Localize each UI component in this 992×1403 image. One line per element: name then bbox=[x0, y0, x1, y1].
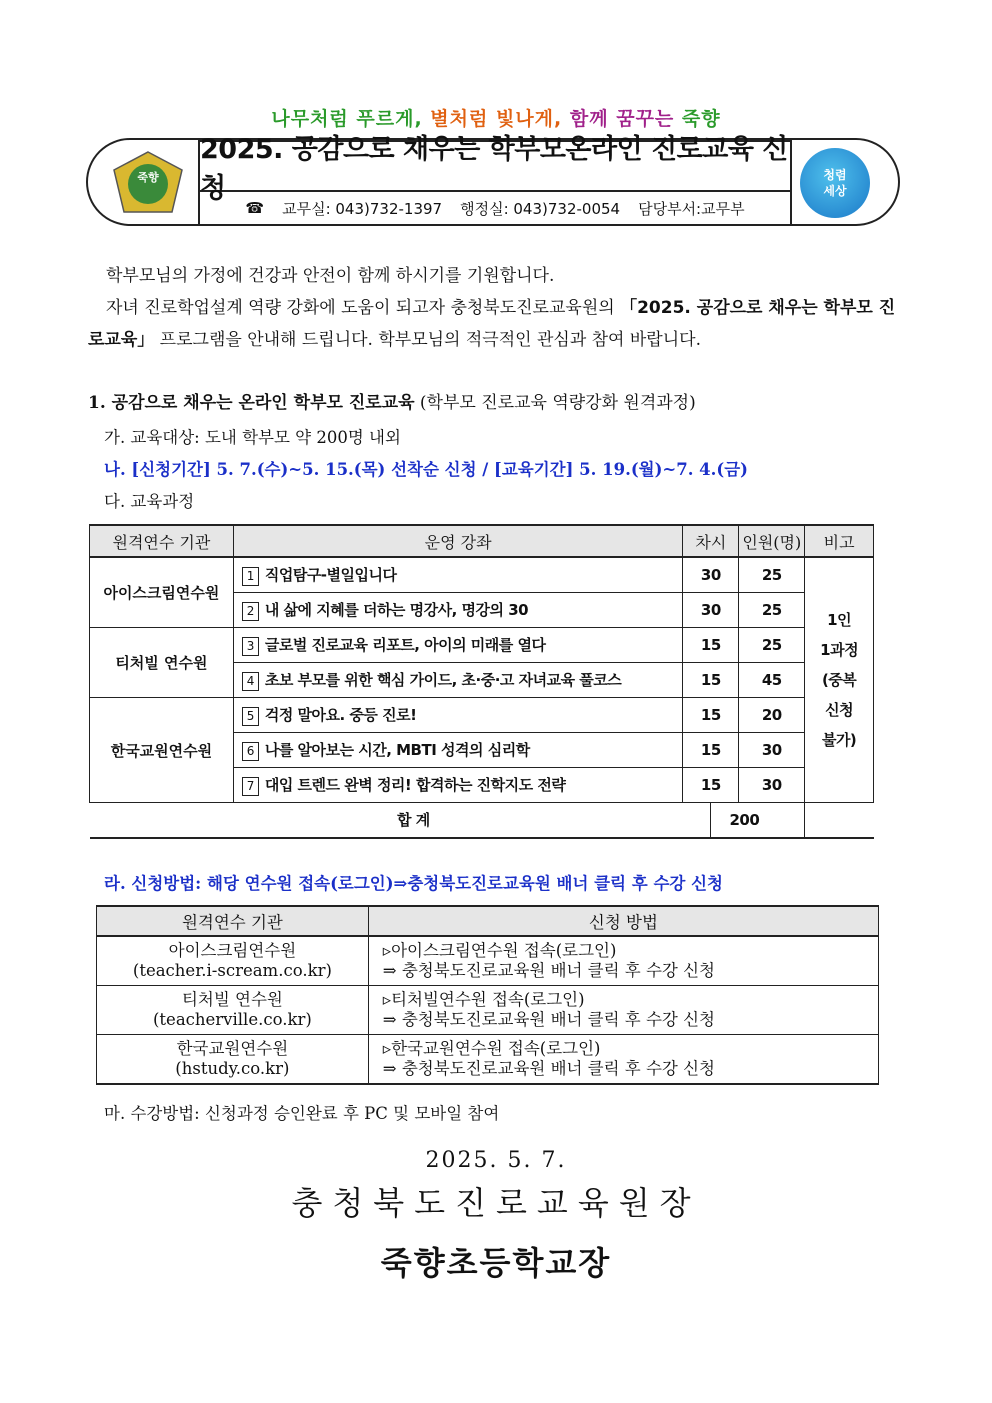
slogan-part-3: 함께 꿈꾸는 bbox=[569, 108, 675, 130]
note-line: (중복 bbox=[821, 671, 857, 689]
apply-steps-cell bbox=[368, 1035, 878, 1085]
course-title: 글로벌 진로교육 리포트, 아이의 미래를 열다 bbox=[264, 636, 546, 654]
th-apply-method: 신청 방법 bbox=[368, 906, 878, 936]
note-line: 1인 bbox=[827, 611, 852, 629]
course-title: 걱정 말아요. 중등 진로! bbox=[264, 706, 417, 724]
admin-phone: 행정실: 043)732-0054 bbox=[460, 199, 621, 218]
th-apply-institute: 원격연수 기관 bbox=[97, 906, 369, 936]
school-seal-icon bbox=[112, 150, 184, 214]
total-label-text: 합 계 bbox=[397, 811, 430, 829]
people-cell: 30 bbox=[739, 768, 805, 803]
institute-name: 한국교원연수원 bbox=[176, 1039, 289, 1058]
sessions-cell: 30 bbox=[683, 557, 739, 593]
institute-url: (teacher.i-scream.co.kr) bbox=[132, 961, 332, 980]
sessions-cell: 30 bbox=[683, 593, 739, 628]
table-row bbox=[97, 936, 879, 986]
issuer-principal: 죽향초등학교장 bbox=[380, 1244, 612, 1282]
th-people: 인원(명) bbox=[739, 525, 805, 557]
intro-body bbox=[88, 292, 908, 356]
course-cell bbox=[233, 733, 683, 768]
course-cell bbox=[233, 557, 683, 593]
note-cell bbox=[805, 557, 874, 803]
course-number: 6 bbox=[242, 742, 259, 761]
slogan-part-2: 별처럼 빛나게, bbox=[430, 108, 563, 130]
people-cell: 30 bbox=[739, 733, 805, 768]
contact-bar bbox=[198, 192, 792, 224]
people-cell: 45 bbox=[739, 663, 805, 698]
apply-institute-cell bbox=[97, 1035, 369, 1085]
seal-text: 죽향 bbox=[137, 171, 159, 184]
course-cell bbox=[233, 593, 683, 628]
sessions-cell: 15 bbox=[683, 663, 739, 698]
office-phone: 교무실: 043)732-1397 bbox=[282, 199, 443, 218]
apply-step-1: ▹티처빌연수원 접속(로그인) bbox=[382, 990, 585, 1009]
section-1-subtitle: (학부모 진로교육 역량강화 원격과정) bbox=[414, 393, 696, 413]
course-cell bbox=[233, 628, 683, 663]
apply-step-1: ▹한국교원연수원 접속(로그인) bbox=[382, 1039, 601, 1058]
apply-step-2: ⇒ 충청북도진로교육원 배너 클릭 후 수강 신청 bbox=[382, 1010, 715, 1029]
institute-name: 티처빌 연수원 bbox=[181, 990, 283, 1009]
section-1-title: 1. 공감으로 채우는 온라인 학부모 진로교육 bbox=[88, 393, 415, 413]
sessions-cell: 15 bbox=[683, 733, 739, 768]
th-institute: 원격연수 기관 bbox=[90, 525, 234, 557]
apply-method-line: 라. 신청방법: 해당 연수원 접속(로그인)⇒충청북도진로교육원 배너 클릭 후 수강 신청 bbox=[104, 874, 723, 893]
intro-greeting: 학부모님의 가정에 건강과 안전이 함께 하시기를 기원합니다. bbox=[106, 266, 555, 286]
apply-institute-cell bbox=[97, 936, 369, 986]
phone-icon: ☎ bbox=[245, 199, 265, 217]
sessions-cell: 15 bbox=[683, 698, 739, 733]
apply-steps-cell bbox=[368, 936, 878, 986]
people-cell: 20 bbox=[739, 698, 805, 733]
apply-step-1: ▹아이스크림연수원 접속(로그인) bbox=[382, 941, 617, 960]
total-value: 200 bbox=[710, 803, 777, 837]
slogan-part-1: 나무처럼 푸르게, bbox=[271, 108, 423, 130]
apply-institute-cell bbox=[97, 986, 369, 1035]
table-row bbox=[97, 986, 879, 1035]
apply-steps-cell bbox=[368, 986, 878, 1035]
course-cell bbox=[233, 768, 683, 803]
total-label bbox=[90, 803, 805, 839]
table-row bbox=[97, 1035, 879, 1085]
apply-table bbox=[96, 905, 879, 1085]
th-note: 비고 bbox=[805, 525, 874, 557]
th-course: 운영 강좌 bbox=[233, 525, 683, 557]
table-row bbox=[90, 698, 874, 733]
institute-name: 아이스크림연수원 bbox=[168, 941, 297, 960]
institute-url: (teacherville.co.kr) bbox=[152, 1010, 312, 1029]
sessions-cell: 15 bbox=[683, 628, 739, 663]
course-title: 초보 부모를 위한 핵심 가이드, 초·중·고 자녀교육 풀코스 bbox=[264, 671, 622, 689]
course-title: 대입 트렌드 완벽 정리! 합격하는 진학지도 전략 bbox=[264, 776, 566, 794]
note-line: 불가) bbox=[821, 731, 857, 749]
total-empty-cell bbox=[805, 803, 874, 839]
people-cell: 25 bbox=[739, 557, 805, 593]
institute-cell: 아이스크림연수원 bbox=[90, 557, 234, 628]
course-title: 내 삶에 지혜를 더하는 명강사, 명강의 30 bbox=[264, 601, 529, 619]
course-number: 1 bbox=[242, 567, 259, 586]
institute-url: (hstudy.co.kr) bbox=[175, 1059, 290, 1078]
integrity-logo-icon bbox=[800, 148, 870, 218]
sessions-cell: 15 bbox=[683, 768, 739, 803]
document-date: 2025. 5. 7. bbox=[425, 1148, 567, 1173]
logo-line-2: 세상 bbox=[823, 184, 847, 198]
total-row bbox=[90, 803, 874, 839]
intro-program-name: 「2025. 공감으로 채우는 학부모 진로교육」 bbox=[88, 298, 896, 350]
period-line: 나. [신청기간] 5. 7.(수)~5. 15.(목) 선착순 신청 / [교육기간] 5. 19.(월)~7. 4.(금) bbox=[104, 460, 748, 479]
apply-step-2: ⇒ 충청북도진로교육원 배너 클릭 후 수강 신청 bbox=[382, 961, 715, 980]
slogan-part-4: 죽향 bbox=[681, 108, 721, 130]
course-number: 5 bbox=[242, 707, 259, 726]
target-line: 가. 교육대상: 도내 학부모 약 200명 내외 bbox=[104, 428, 401, 447]
page-title: 2025. 공감으로 채우는 학부모온라인 진로교육 신청 bbox=[198, 140, 792, 192]
issuer-director: 충청북도진로교육원장 bbox=[291, 1184, 701, 1222]
table-row bbox=[90, 557, 874, 593]
section-1-heading bbox=[88, 388, 696, 413]
department: 담당부서:교무부 bbox=[638, 199, 745, 218]
course-cell bbox=[233, 698, 683, 733]
table-row bbox=[90, 628, 874, 663]
course-title: 직업탐구-별일입니다 bbox=[264, 566, 397, 584]
course-number: 4 bbox=[242, 672, 259, 691]
course-table bbox=[89, 524, 874, 839]
intro-body-a: 자녀 진로학업설계 역량 강화에 도움이 되고자 충청북도진로교육원의 bbox=[106, 298, 621, 318]
th-sessions: 차시 bbox=[683, 525, 739, 557]
curriculum-label: 다. 교육과정 bbox=[104, 492, 195, 511]
institute-cell: 티처빌 연수원 bbox=[90, 628, 234, 698]
people-cell: 25 bbox=[739, 628, 805, 663]
course-number: 7 bbox=[242, 777, 259, 796]
course-number: 3 bbox=[242, 637, 259, 656]
course-number: 2 bbox=[242, 602, 259, 621]
course-title: 나를 알아보는 시간, MBTI 성격의 심리학 bbox=[264, 741, 530, 759]
apply-step-2: ⇒ 충청북도진로교육원 배너 클릭 후 수강 신청 bbox=[382, 1059, 715, 1078]
note-line: 1과정 bbox=[820, 641, 859, 659]
institute-cell: 한국교원연수원 bbox=[90, 698, 234, 803]
logo-line-1: 청렴 bbox=[823, 168, 847, 182]
note-line: 신청 bbox=[825, 701, 854, 719]
people-cell: 25 bbox=[739, 593, 805, 628]
attend-method-line: 마. 수강방법: 신청과정 승인완료 후 PC 및 모바일 참여 bbox=[104, 1104, 500, 1123]
course-cell bbox=[233, 663, 683, 698]
intro-body-c: 프로그램을 안내해 드립니다. 학부모님의 적극적인 관심과 참여 바랍니다. bbox=[154, 330, 701, 350]
